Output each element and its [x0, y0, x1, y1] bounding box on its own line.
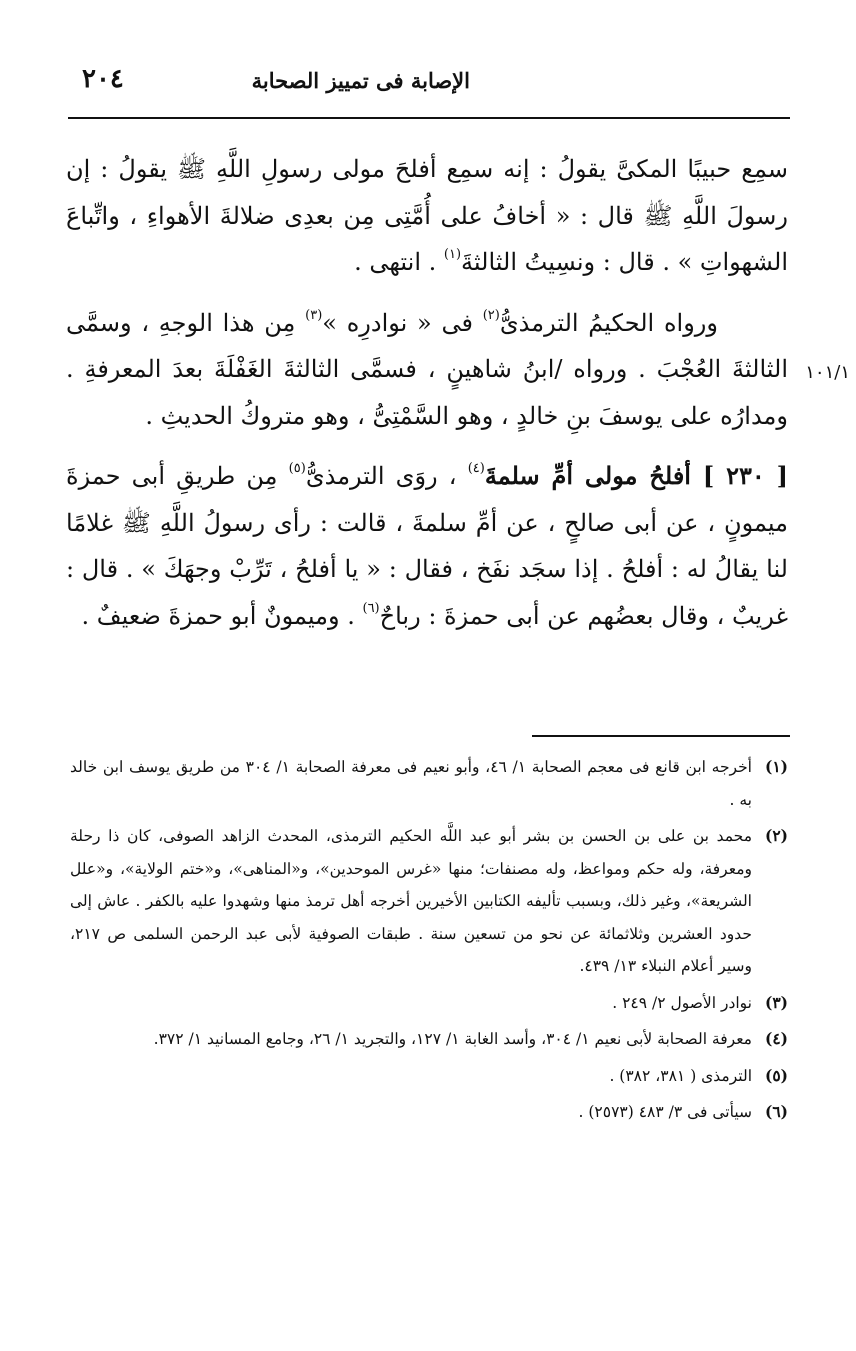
- footnote-label: (٦): [764, 1102, 788, 1121]
- paragraph-text: سمِع حبيبًا المكىَّ يقولُ : إنه سمِع أفلحَ مولى رسولِ اللَّهِ ﷺ يقولُ : إن رسولَ اللَّهِ ﷺ قال : « أخافُ على أُمَّتِى مِن بعدِى ضلالةَ الأهواءِ ، واتِّباعَ الشهواتِ » . قال : ونسِيتُ الثالثةَ: [66, 155, 788, 276]
- running-title: الإصابة فى تمييز الصحابة: [251, 68, 470, 93]
- footnote-text: أخرجه ابن قانع فى معجم الصحابة ١/ ٤٦، وأبو نعيم فى معرفة الصحابة ١/ ٣٠٤ من طريق يوسف ابن خالد به .: [70, 758, 752, 809]
- paragraph-text: . وميمونٌ أبو حمزةَ ضعيفٌ .: [81, 601, 363, 630]
- footnote-label: (٥): [764, 1065, 788, 1085]
- page-header: [68, 60, 788, 106]
- footnote-4: [70, 1023, 788, 1056]
- footnote-ref-4[interactable]: (٤): [467, 461, 485, 476]
- footnote-ref-6[interactable]: (٦): [362, 600, 380, 616]
- footnote-text: الترمذى ( ٣٨١، ٣٨٢) .: [609, 1066, 752, 1085]
- footnote-ref-3[interactable]: (٣): [305, 307, 323, 323]
- footnotes: [70, 751, 788, 1133]
- margin-reference: ١٠١/١: [805, 362, 850, 383]
- paragraph-text: . انتهى .: [354, 248, 444, 276]
- entry-title: أفلحُ مولى أمِّ سلمةَ: [484, 461, 703, 490]
- paragraph-2: [66, 300, 788, 440]
- entry-number: [ ٢٣٠ ]: [702, 461, 789, 490]
- footnote-1: [70, 751, 788, 816]
- footnote-label: (٤): [764, 1029, 788, 1048]
- paragraph-text: ورواه الحكيمُ الترمذىُّ: [499, 308, 718, 337]
- footnote-label: (٣): [764, 992, 788, 1012]
- paragraph-text: مِن هذا الوجهِ ، وسمَّى الثالثةَ العُجْبَ . ورواه /ابنُ شاهينٍ ، فسمَّى الثالثةَ الغَفْلَةَ بعدَ المعرفةِ . ومدارُه على يوسفَ بنِ خالدٍ ، وهو السَّمْتِىُّ ، وهو متروكُ الحديثِ .: [66, 308, 788, 430]
- footnote-text: نوادر الأصول ٢/ ٢٤٩ .: [612, 993, 752, 1012]
- footnote-ref-5[interactable]: (٥): [288, 461, 306, 476]
- footnote-text: محمد بن على بن الحسن بن بشر أبو عبد اللَّه الحكيم الترمذى، المحدث الزاهد الصوفى، كان ذا رحلة ومعرفة، وله حكم ومواعظ، وله مصنفات؛ منها «غرس الموحدين»، و«المناهى»، و«ختم الولاية»، و«علل الشريعة»، وغير ذلك، وبسبب تأليفه الكتابين الأخيرين أخرجه أهل ترمذ منها وشهدوا عليه بالكفر . عاش إلى حدود العشرين وثلاثمائة عن نحو من تسعين سنة . طبقات الصوفية لأبى عبد الرحمن السلمى ص ٢١٧، وسير أعلام النبلاء ١٣/ ٤٣٩.: [70, 827, 752, 975]
- footnote-divider: [532, 735, 790, 737]
- footnote-ref-1[interactable]: (١): [443, 247, 462, 262]
- paragraph-text: مِن طريقِ أبى حمزةَ ميمونٍ ، عن أبى صالحٍ ، عن أمِّ سلمةَ ، قالت : رأى رسولُ اللَّهِ ﷺ غلامًا لنا يقالُ له : أفلحُ . إذا سجَد نفَخ ، فقال : « يا أفلحُ ، تَرِّبْ وجهَكَ » . قال : غريبٌ ، وقال بعضُهم عن أبى حمزةَ : رباحٌ: [66, 462, 788, 630]
- footnote-6: [70, 1096, 788, 1129]
- main-text: [66, 146, 788, 639]
- footnote-label: (٢): [764, 826, 788, 845]
- paragraph-text: ، روَى الترمذىُّ: [305, 462, 468, 490]
- entry-230: [66, 453, 788, 639]
- page-number: ٢٠٤: [82, 64, 124, 94]
- paragraph-1: [66, 146, 788, 286]
- footnote-5: [70, 1060, 788, 1093]
- footnote-3: [70, 987, 788, 1020]
- header-divider: [68, 117, 790, 119]
- footnote-label: (١): [764, 757, 788, 776]
- footnote-text: سيأتى فى ٣/ ٤٨٣ (٢٥٧٣) .: [578, 1103, 752, 1121]
- paragraph-text: فى « نوادرِه »: [322, 308, 483, 337]
- footnote-2: [70, 820, 788, 983]
- footnote-text: معرفة الصحابة لأبى نعيم ١/ ٣٠٤، وأسد الغابة ١/ ١٢٧، والتجريد ١/ ٢٦، وجامع المسانيد ١/ ٣٧٢.: [153, 1030, 752, 1048]
- footnote-ref-2[interactable]: (٢): [482, 307, 500, 323]
